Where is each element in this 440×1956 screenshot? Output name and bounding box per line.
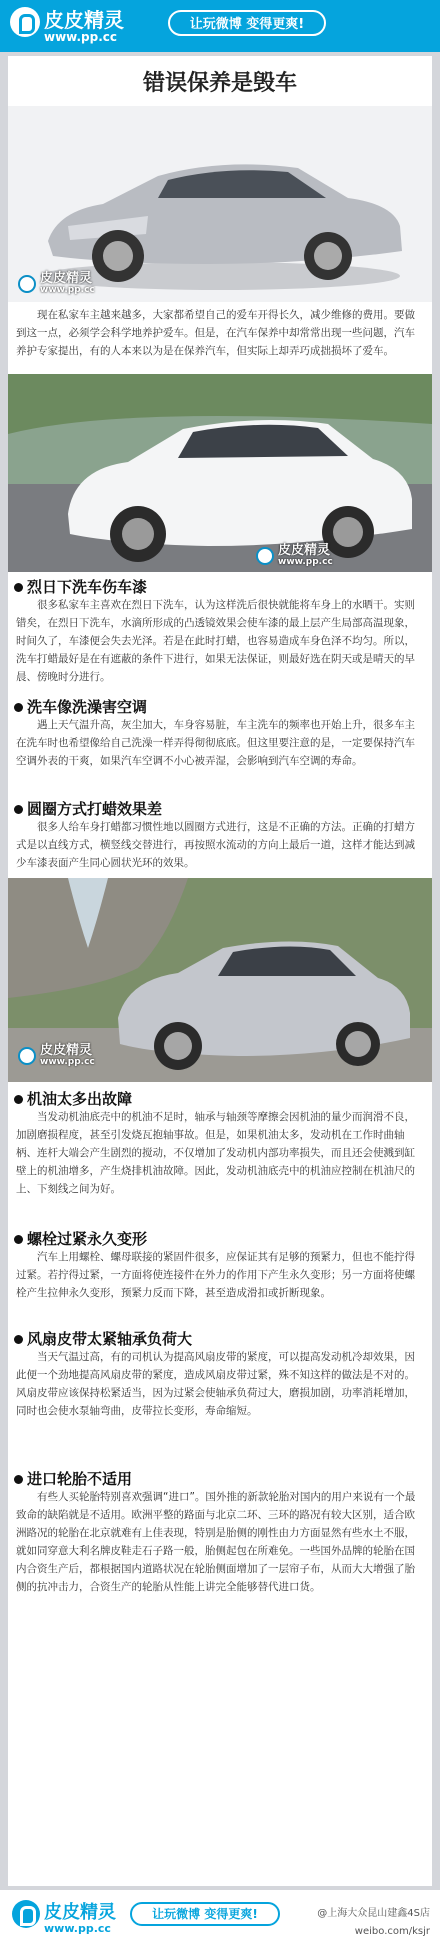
section-body: 有些人买轮胎特别喜欢强调“进口”。国外推的新款轮胎对国内的用户来说有一个最致命的缺陷就是不适用。欧洲平整的路面与北京二环、三环的路况有较大区别，适合欧洲路况的轮胎在北京就难有上佳表现，特别是胎侧的刚性由力方面显然有些水土不服，就如同穿意大利名牌皮鞋走石子路一般，胎侧起包在所难免。一些国外品牌的轮胎在国内合资生产后，都根据国内道路状况在轮胎侧面增加了一层帘子布，从而大大增强了胎侧的抗冲击力，合资生产的轮胎从性能上讲完全能够替代进口货。 bbox=[16, 1491, 416, 1593]
photo-silver-sedan bbox=[8, 106, 432, 302]
footer-logo-url[interactable]: www.pp.cc bbox=[44, 1922, 111, 1935]
section-body: 遇上天气温升高，灰尘加大，车身容易脏，车主洗车的频率也开始上升，很多车主在洗车时也希望像给自己洗澡一样弄得彻彻底底。但这里要注意的是，一定要保持汽车空调外表的干爽，如果汽车空调不小心被弄湿，会影响到汽车空调的寿命。 bbox=[16, 719, 415, 767]
section-heading-text: 螺栓过紧永久变形 bbox=[27, 1230, 148, 1248]
section-heading-text: 烈日下洗车伤车漆 bbox=[27, 578, 148, 596]
watermark-logo-icon bbox=[256, 547, 274, 565]
section-heading-text: 风扇皮带太紧轴承负荷大 bbox=[27, 1330, 193, 1348]
bullet-dot-icon bbox=[14, 805, 23, 814]
logo-icon bbox=[10, 7, 40, 37]
section-heading bbox=[14, 1468, 132, 1489]
header-banner bbox=[0, 0, 440, 52]
bullet-dot-icon bbox=[14, 1475, 23, 1484]
logo-name: 皮皮精灵 bbox=[44, 8, 124, 32]
article bbox=[8, 56, 432, 1886]
section-heading-text: 圆圈方式打蜡效果差 bbox=[27, 800, 163, 818]
section-heading bbox=[14, 1088, 132, 1109]
watermark-logo-icon bbox=[18, 1047, 36, 1065]
section-heading-text: 机油太多出故障 bbox=[27, 1090, 133, 1108]
section-body: 汽车上用螺栓、螺母联接的紧固件很多，应保证其有足够的预紧力，但也不能拧得过紧。若拧得过紧，一方面将使连接件在外力的作用下产生永久变形；另一方面将使螺栓产生拉伸永久变形，预紧力反而下降，甚至造成滑扣或折断现象。 bbox=[16, 1251, 415, 1299]
section-heading bbox=[14, 696, 147, 717]
slogan-badge: 让玩微博 变得更爽! bbox=[168, 10, 326, 36]
watermark bbox=[18, 1044, 95, 1067]
title-area bbox=[8, 56, 432, 106]
logo-url[interactable]: www.pp.cc bbox=[44, 30, 118, 44]
weibo-handle[interactable]: @上海大众昆山建鑫4S店 bbox=[317, 1908, 430, 1919]
watermark-url: www.pp.cc bbox=[40, 285, 95, 295]
section-body: 很多私家车主喜欢在烈日下洗车，认为这样洗后很快就能将车身上的水晒干。实则错矣，在烈日下洗车，水滴所形成的凸透镜效果会使车漆的最上层产生局部高温现象，时间久了，车漆便会失去光泽。若是在此时打蜡，也容易造成车身色泽不均匀。所以，洗车打蜡最好是在有遮蔽的条件下进行，如果无法保证，则最好选在阴天或是晴天的早晨、傍晚时分进行。 bbox=[16, 599, 415, 683]
bullet-dot-icon bbox=[14, 1235, 23, 1244]
section-body: 很多人给车身打蜡都习惯性地以圆圈方式进行，这是不正确的方法。正确的打蜡方式是以直线方式，横竖线交替进行，再按照水流动的方向上最后一道，这样才能达到减少车漆表面产生同心圆状光环的效果。 bbox=[16, 821, 415, 869]
section-heading bbox=[14, 1228, 147, 1249]
watermark-name: 皮皮精灵 bbox=[40, 1043, 93, 1058]
section-heading bbox=[14, 1328, 192, 1349]
footer-logo-icon bbox=[12, 1900, 40, 1928]
section-body: 当发动机油底壳中的机油不足时，轴承与轴颈等摩擦会因机油的量少而润滑不良，加剧磨损程度，甚至引发烧瓦抱轴事故。但是，如果机油太多，发动机在工作时曲轴柄、连杆大端会产生剧烈的搅动，不仅增加了发动机内部功率损失，而且还会使溅到缸壁上的机油增多，产生烧排机油故障。因此，发动机油底壳中的机油应控制在机油尺的上、下刻线之间为好。 bbox=[16, 1111, 415, 1195]
section-heading bbox=[14, 798, 162, 819]
watermark-logo-icon bbox=[18, 275, 36, 293]
footer-banner bbox=[0, 1890, 440, 1956]
intro-paragraph: 现在私家车主越来越多，大家都希望自己的爱车开得长久，减少维修的费用。要做到这一点，必须学会科学地养护爱车。但是，在汽车保养中却常常出现一些问题，汽车养护专家提出，有的人本来以为是在保养汽车，但实际上却弄巧成拙损坏了爱车。 bbox=[16, 309, 415, 357]
photo-white-suv bbox=[8, 374, 432, 572]
section-heading bbox=[14, 576, 147, 597]
watermark-name: 皮皮精灵 bbox=[278, 543, 331, 558]
section-body: 当天气温过高，有的司机认为提高风扇皮带的紧度，可以提高发动机冷却效果，因此便一个劲地提高风扇皮带的紧度，造成风扇皮带过紧，殊不知这样的做法是不对的。风扇皮带应该保持松紧适当，因为过紧会使轴承负荷过大，磨损加剧，功率消耗增加，同时也会使水泵轴弯曲，皮带拉长变形，寿命缩短。 bbox=[16, 1351, 415, 1417]
photo-silver-hatchback bbox=[8, 878, 432, 1082]
watermark-url: www.pp.cc bbox=[40, 1057, 95, 1067]
bullet-dot-icon bbox=[14, 703, 23, 712]
article-title: 错误保养是毁车 bbox=[142, 70, 297, 96]
white-suv-illustration bbox=[8, 374, 432, 572]
section-heading-text: 洗车像洗澡害空调 bbox=[27, 698, 148, 716]
watermark bbox=[18, 272, 95, 295]
watermark-url: www.pp.cc bbox=[278, 557, 333, 567]
footer-slogan-badge: 让玩微博 变得更爽! bbox=[130, 1902, 280, 1926]
watermark-name: 皮皮精灵 bbox=[40, 271, 93, 286]
watermark bbox=[256, 544, 333, 567]
bullet-dot-icon bbox=[14, 583, 23, 592]
section-heading-text: 进口轮胎不适用 bbox=[27, 1470, 133, 1488]
footer-logo-name: 皮皮精灵 bbox=[44, 1902, 116, 1923]
weibo-url[interactable]: weibo.com/ksjr bbox=[354, 1926, 430, 1937]
bullet-dot-icon bbox=[14, 1335, 23, 1344]
bullet-dot-icon bbox=[14, 1095, 23, 1104]
